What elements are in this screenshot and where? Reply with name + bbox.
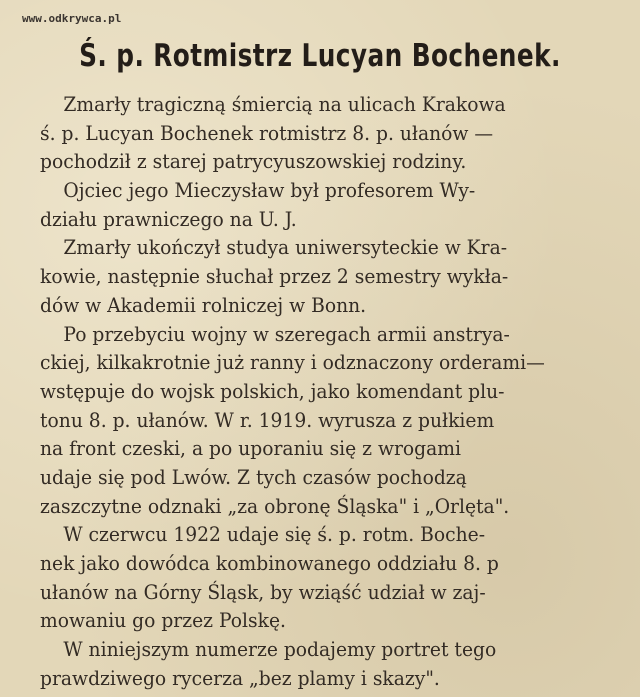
text-line: tonu 8. p. ułanów. W r. 1919. wyrusza z pułkiem xyxy=(40,407,495,432)
text-line: prawdziwego rycerza „bez plamy i skazy". xyxy=(40,665,440,690)
article-body xyxy=(40,90,640,692)
text-line: nek jako dowódca kombinowanego oddziału 8. p xyxy=(40,551,499,575)
text-line: Zmarły ukończył studya uniwersyteckie w Kra- xyxy=(63,235,508,260)
text-line: dów w Akademii rolniczej w Bonn. xyxy=(40,292,367,317)
text-line: na front czeski, a po uporaniu się z wrogami xyxy=(40,436,462,461)
text-line: działu prawniczego na U. J. xyxy=(40,206,297,231)
text-line: Zmarły tragiczną śmiercią na ulicach Krakowa xyxy=(63,92,506,116)
text-line: W czerwcu 1922 udaje się ś. p. rotm. Boche- xyxy=(63,522,486,547)
watermark: www.odkrywca.pl xyxy=(22,12,122,25)
text-line: kowie, następnie słuchał przez 2 semestry wykła- xyxy=(40,264,509,289)
text-line: ś. p. Lucyan Bochenek rotmistrz 8. p. ułanów — xyxy=(40,120,494,145)
text-line: pochodził z starej patrycyuszowskiej rodziny. xyxy=(40,149,467,174)
article-title: Ś. p. Rotmistrz Lucyan Bochenek. xyxy=(79,38,561,74)
text-line: wstępuje do wojsk polskich, jako komendant plu- xyxy=(40,378,505,403)
text-line: W niniejszym numerze podajemy portret tego xyxy=(63,637,497,662)
text-line: udaje się pod Lwów. Z tych czasów pochodzą xyxy=(40,464,467,489)
text-line: zaszczytne odznaki „za obronę Śląska" i „Orlęta". xyxy=(40,493,510,518)
text-line: Ojciec jego Mieczysław był profesorem Wy- xyxy=(63,178,476,203)
text-line: Po przebyciu wojny w szeregach armii anstrya- xyxy=(63,321,510,346)
text-line: mowaniu go przez Polskę. xyxy=(40,608,286,633)
text-line: ckiej, kilkakrotnie już ranny i odznaczony orderami— xyxy=(40,350,545,375)
text-line: ułanów na Górny Śląsk, by wziąść udział w zaj- xyxy=(40,579,486,604)
